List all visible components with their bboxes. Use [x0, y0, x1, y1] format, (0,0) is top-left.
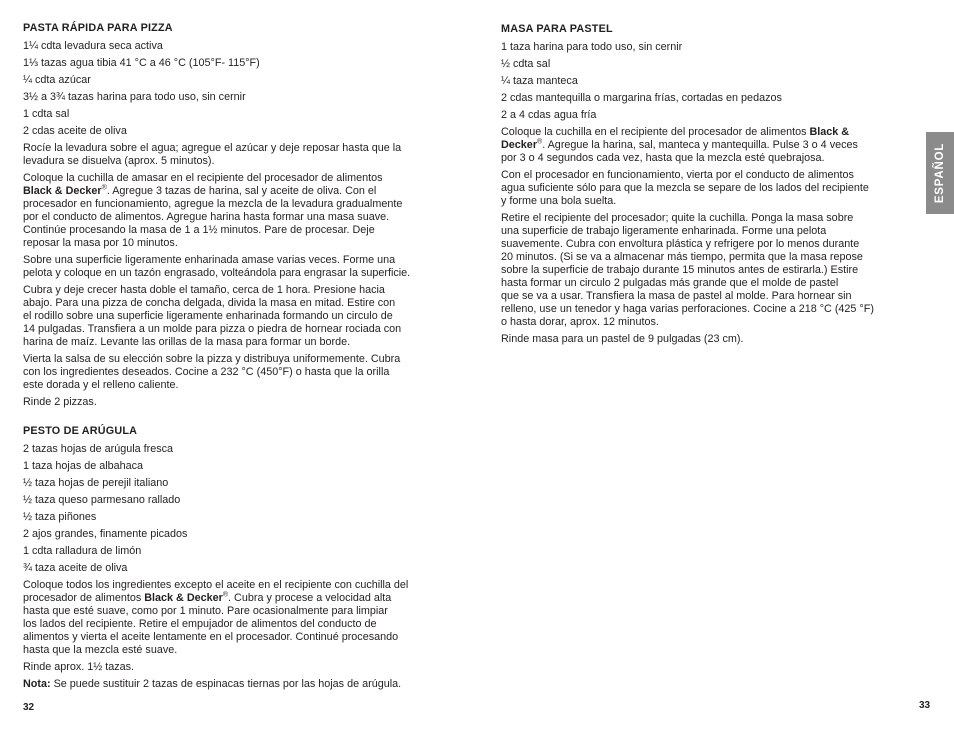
registered-mark: ®	[537, 138, 543, 146]
instruction-text: Coloque todos los ingredientes excepto el aceite en el recipiente con cuchilla del procesador de alimentos	[23, 579, 409, 604]
recipe-yield: Rinde 2 pizzas.	[23, 396, 97, 408]
instruction-text: Coloque la cuchilla de amasar en el recipiente del procesador de alimentos	[23, 172, 383, 184]
ingredient-line: 1 cdta sal	[23, 108, 70, 120]
instruction-paragraph: Cubra y deje crecer hasta doble el tamaño, cerca de 1 hora. Presione hacia abajo. Para una pizza de concha delgada, divida la masa en mitad. Estire con el rodillo sobre una superficie ligeramente enharinada formando un circulo de 14 pulgadas. Transfiera a un molde para pizza o piedra de hornear rociada con harina de maíz. Levante las orillas de la masa para formar un borde.	[23, 284, 402, 348]
ingredient-line: ½ taza hojas de perejil italiano	[23, 477, 169, 489]
page-number-right: 33	[919, 700, 931, 711]
page-number-left: 32	[23, 702, 35, 713]
instruction-paragraph	[23, 172, 455, 250]
instruction-paragraph	[23, 579, 455, 657]
ingredient-line: 1 taza harina para todo uso, sin cernir	[501, 41, 683, 53]
recipe-note	[23, 678, 455, 691]
ingredient-line: ¼ cdta azúcar	[23, 74, 91, 86]
registered-mark: ®	[101, 184, 107, 192]
note-label: Nota:	[23, 678, 51, 690]
ingredient-line: 1⅓ tazas agua tibia 41 °C a 46 °C (105°F- 115°F)	[23, 57, 260, 69]
section-spacer	[23, 413, 455, 425]
registered-mark: ®	[222, 591, 229, 599]
recipe-yield: Rinde masa para un pastel de 9 pulgadas (23 cm).	[501, 333, 744, 345]
brand-name: Black & Decker	[144, 592, 223, 604]
recipe-title-pie-crust: MASA PARA PASTEL	[501, 23, 613, 35]
ingredient-line: 2 cdas mantequilla o margarina frías, cortadas en pedazos	[501, 92, 782, 104]
recipe-title-pizza-dough: PASTA RÁPIDA PARA PIZZA	[23, 22, 173, 34]
instruction-paragraph: Rocíe la levadura sobre el agua; agregue el azúcar y deje reposar hasta que la levadura se disuelva (aprox. 5 minutos).	[23, 142, 402, 167]
left-page-column	[23, 22, 455, 695]
ingredient-line: 1¼ cdta levadura seca activa	[23, 40, 163, 52]
language-tab-label: ESPAÑOL	[934, 142, 946, 204]
ingredient-line: 2 tazas hojas de arúgula fresca	[23, 443, 174, 455]
brand-name: Black & Decker	[23, 185, 102, 197]
recipe-title-arugula-pesto: PESTO DE ARÚGULA	[23, 425, 138, 437]
ingredient-line: 2 cdas aceite de oliva	[23, 125, 127, 137]
instruction-text: . Cubra y procese a velocidad alta hasta que esté suave, como por 1 minuto. Pare ocasionalmente para limpiar los lados del recipiente. Retire el empujador de alimentos del conducto de alimentos y vierta el aceite lentamente en el procesador. Continué procesando hasta que la mezcla esté suave.	[23, 592, 399, 656]
ingredient-line: ¼ taza manteca	[501, 75, 578, 87]
ingredient-line: 2 a 4 cdas agua fría	[501, 109, 597, 121]
instruction-text: . Agregue 3 tazas de harina, sal y aceite de oliva. Con el procesador en funcionamiento, agregue la mezcla de la levadura gradualmente por el conducto de alimentos. Agregue harina hasta formar una masa suave. Continúe procesando la masa de 1 a 1½ minutos. Pare de procesar. Deje reposar la masa por 10 minutos.	[23, 185, 403, 249]
instruction-paragraph: Vierta la salsa de su elección sobre la pizza y distribuya uniformemente. Cubra con los ingredientes deseados. Cocine a 232 °C (450°F) o hasta que la orilla este dorada y el relleno caliente.	[23, 353, 401, 391]
instruction-text: Coloque la cuchilla en el recipiente del procesador de alimentos	[501, 126, 810, 138]
instruction-text: . Agregue la harina, sal, manteca y mantequilla. Pulse 3 o 4 veces por 3 o 4 segundos cada vez, hasta que la mezcla esté quebrajosa.	[501, 139, 858, 164]
recipe-yield: Rinde aprox. 1½ tazas.	[23, 661, 135, 673]
note-text: Se puede sustituir 2 tazas de espinacas tiernas por las hojas de arúgula.	[50, 678, 402, 690]
instruction-paragraph	[501, 126, 921, 165]
instruction-paragraph: Con el procesador en funcionamiento, vierta por el conducto de alimentos agua suficiente sólo para que la mezcla se separe de los lados del recipiente y forme una bola suelta.	[501, 169, 869, 207]
ingredient-line: ½ taza queso parmesano rallado	[23, 494, 181, 506]
ingredient-line: 1 taza hojas de albahaca	[23, 460, 144, 472]
ingredient-line: 2 ajos grandes, finamente picados	[23, 528, 188, 540]
language-tab	[926, 132, 954, 214]
ingredient-line: ¾ taza aceite de oliva	[23, 562, 128, 574]
instruction-paragraph: Sobre una superficie ligeramente enharinada amase varias veces. Forme una pelota y coloque en un tazón engrasado, volteándola para engrasar la superficie.	[23, 254, 411, 279]
ingredient-line: 1 cdta ralladura de limón	[23, 545, 142, 557]
ingredient-line: ½ cdta sal	[501, 58, 551, 70]
brand-name: Black & Decker	[501, 126, 850, 151]
ingredient-line: 3½ a 3¾ tazas harina para todo uso, sin cernir	[23, 91, 246, 103]
instruction-paragraph: Retire el recipiente del procesador; quite la cuchilla. Ponga la masa sobre una superficie de trabajo ligeramente enharinada. Forme una pelota suavemente. Cubra con envoltura plástica y refrigere por lo menos durante 20 minutos. (Si se va a almacenar más tiempo, permita que la masa repose sobre la superficie de trabajo durante 15 minutos antes de estirarla.) Estire hasta formar un circulo 2 pulgadas más grande que el molde de pastel que se va a usar. Transfiera la masa de pastel al molde. Para hornear sin relleno, use un tenedor y haga varias perforaciones. Cocine a 218 °C (425 °F) o hasta dorar, aprox. 12 minutos.	[501, 212, 874, 328]
right-page-column	[501, 23, 921, 350]
ingredient-line: ½ taza piñones	[23, 511, 97, 523]
